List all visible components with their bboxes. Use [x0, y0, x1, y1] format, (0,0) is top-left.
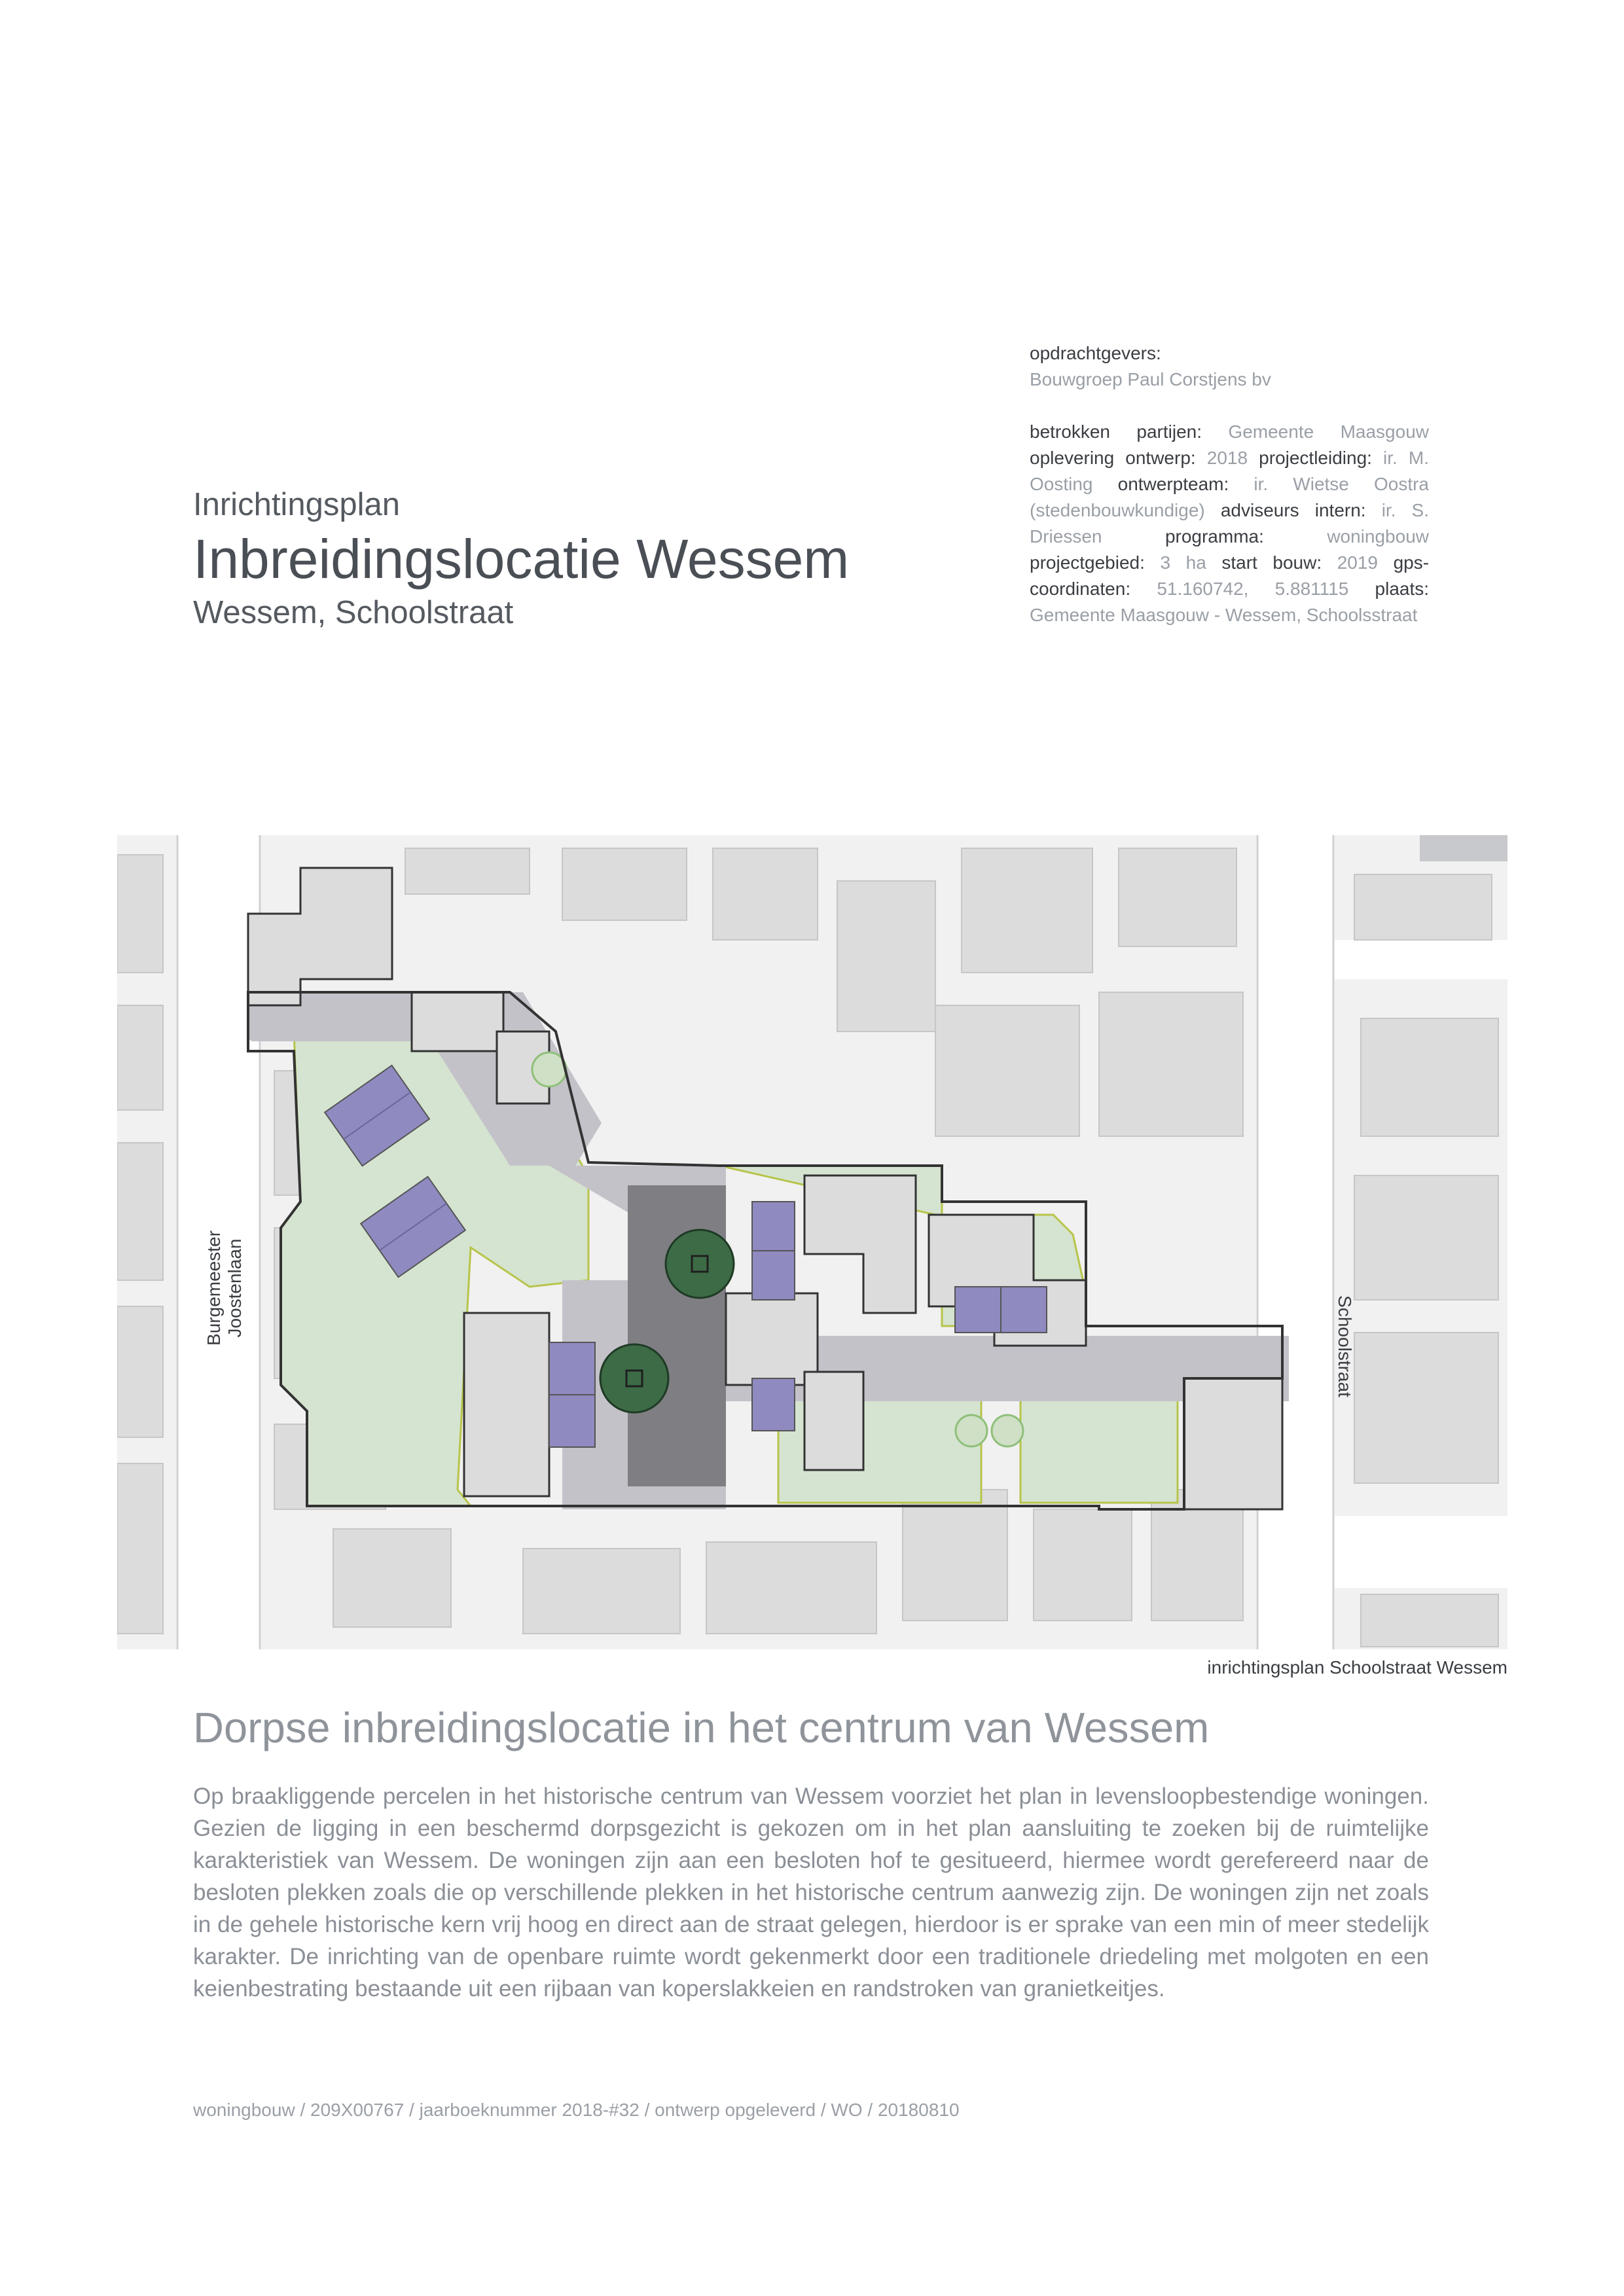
project-meta [1030, 340, 1429, 628]
start-label: start bouw: [1221, 552, 1322, 573]
plan-caption: inrichtingsplan Schoolstraat Wessem [1207, 1657, 1507, 1677]
place-value: Gemeente Maasgouw - Wessem, Schoolsstraat [1030, 605, 1418, 625]
gps-label: gps-coordinaten: [1030, 552, 1430, 599]
clients-value: Bouwgroep Paul Corstjens bv [1030, 369, 1271, 389]
page-subtitle: Wessem, Schoolstraat [193, 595, 514, 630]
section-heading: Dorpse inbreidingslocatie in het centrum van Wessem [193, 1704, 1210, 1751]
tree [992, 1415, 1023, 1446]
delivery-value: 2018 [1206, 448, 1248, 468]
tree [666, 1230, 734, 1298]
tree [956, 1415, 987, 1446]
delivery-label: oplevering ontwerp: [1030, 448, 1196, 468]
body-text: Op braakliggende percelen in het historische centrum van Wessem voorziet het plan in levensloopbestendige woningen. Gezien de ligging in een beschermd dorpsgezicht is gekozen om in het plan aansluiting te zoeken bij de ruimtelijke karakteristiek van Wessem. De woningen zijn aan een besloten hof te gesitueerd, hiermee wordt gerefereerd naar de besloten plekken zoals die op verschillende plekken in het historische centrum aanwezig zijn. De woningen zijn net zoals in de gehele historische kern vrij hoog en direct aan de straat gelegen, hierdoor is er sprake van een min of meer stedelijk karakter. De inrichting van de openbare ruimte wordt gekenmerkt door een traditionele driedeling met molgoten en een keienbestrating bestaande uit een rijbaan van koperslakkeien en randstroken van granietkeitjes. [193, 1784, 1429, 2001]
parties-value: Gemeente Maasgouw [1228, 422, 1429, 442]
area-value: 3 ha [1160, 552, 1206, 573]
street-label-right: Schoolstraat [1335, 1295, 1355, 1397]
site-plan-image [117, 835, 1507, 1649]
project-details [1030, 419, 1429, 628]
team-value: ir. Wietse Oostra (stedenbouwkundige) [1030, 474, 1430, 520]
advisors-label: adviseurs intern: [1220, 500, 1366, 520]
gps-value: 51.160742, 5.881115 [1157, 579, 1349, 599]
street-right [1256, 835, 1335, 1649]
place-label: plaats: [1375, 579, 1430, 599]
street-label-left: Burgemeester Joostenlaan [204, 1230, 245, 1346]
footer: woningbouw / 209X00767 / jaarboeknummer 2018-#32 / ontwerp opgeleverd / WO / 20180810 [193, 2100, 960, 2120]
program-label: programma: [1164, 526, 1264, 547]
program-value: woningbouw [1327, 526, 1429, 547]
lead-label: projectleiding: [1259, 448, 1372, 468]
parking-strip [628, 1185, 726, 1486]
tree [600, 1344, 668, 1412]
lead-value: ir. M. Oosting [1030, 448, 1430, 494]
clients-label: opdrachtgevers: [1030, 343, 1161, 363]
parties-label: betrokken partijen: [1030, 422, 1202, 442]
team-label: ontwerpteam: [1117, 474, 1229, 494]
start-value: 2019 [1337, 552, 1378, 573]
area-label: projectgebied: [1030, 552, 1145, 573]
advisors-value: ir. S. Driessen [1030, 500, 1430, 547]
page-title: Inbreidingslocatie Wessem [193, 528, 850, 590]
title-kicker: Inrichtingsplan [193, 487, 400, 522]
title-block [193, 484, 979, 632]
